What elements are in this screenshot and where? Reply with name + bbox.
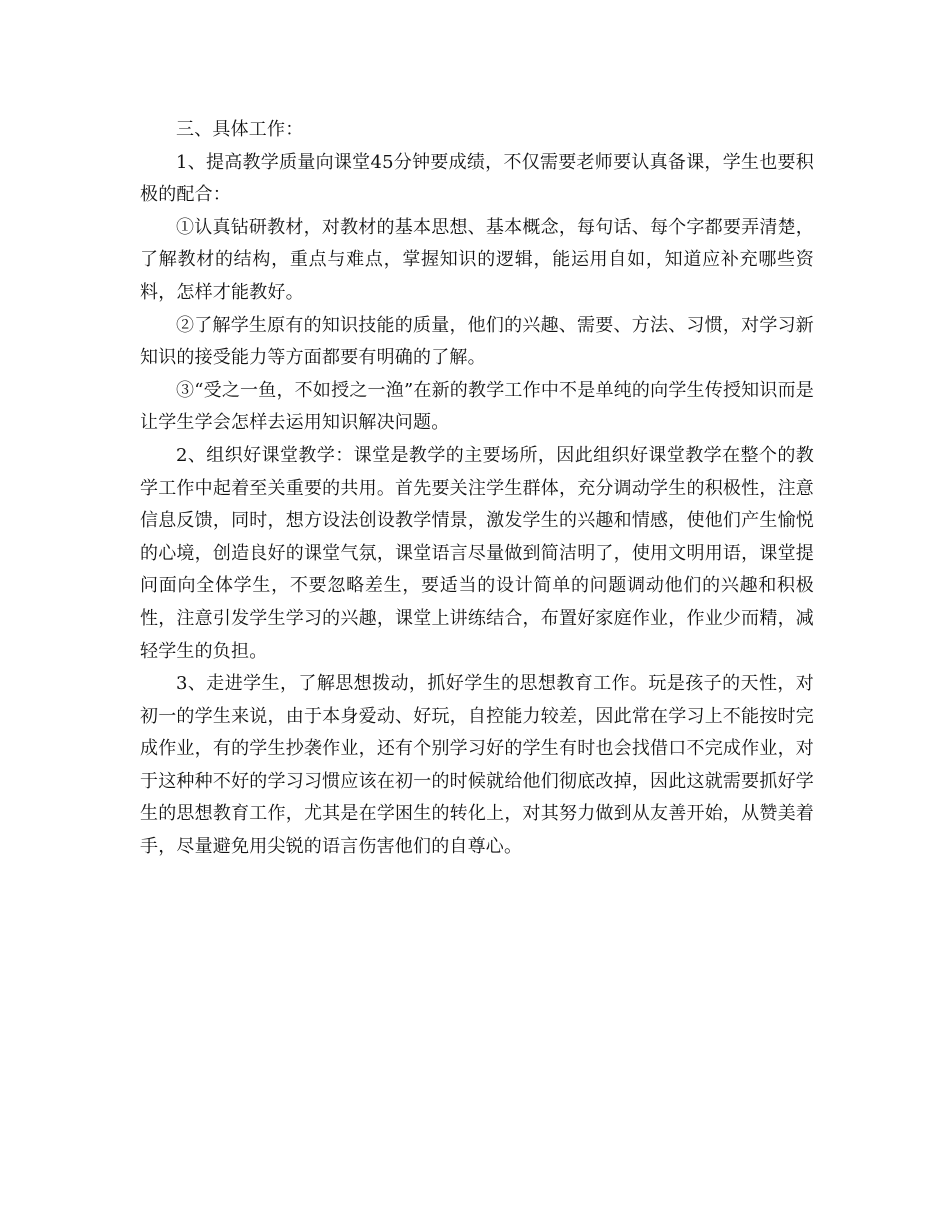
section-heading: 三、具体工作：: [176, 119, 304, 140]
document-body: [140, 114, 814, 864]
paragraph-subitem-3: ③“受之一鱼，不如授之一渔”在新的教学工作中不是单纯的向学生传授知识而是让学生学会怎样去运用知识解决问题。: [140, 379, 814, 434]
paragraph-item-1: 1、提高教学质量向课堂45分钟要成绩，不仅需要老师要认真备课，学生也要积极的配合：: [140, 151, 814, 206]
paragraph-item-3: 3、走进学生，了解思想拨动，抓好学生的思想教育工作。玩是孩子的天性，对初一的学生来说，由于本身爱动、好玩，自控能力较差，因此常在学习上不能按时完成作业，有的学生抄袭作业，还有个别学习好的学生有时也会找借口不完成作业，对于这种种不好的学习习惯应该在初一的时候就给他们彻底改掉，因此这就需要抓好学生的思想教育工作，尤其是在学困生的转化上，对其努力做到从友善开始，从赞美着手，尽量避免用尖锐的语言伤害他们的自尊心。: [140, 673, 814, 858]
paragraph-subitem-2: ②了解学生原有的知识技能的质量，他们的兴趣、需要、方法、习惯，对学习新知识的接受能力等方面都要有明确的了解。: [140, 314, 814, 369]
paragraph-subitem-1: ①认真钻研教材，对教材的基本思想、基本概念，每句话、每个字都要弄清楚，了解教材的结构，重点与难点，掌握知识的逻辑，能运用自如，知道应补充哪些资料，怎样才能教好。: [140, 216, 814, 303]
paragraph-item-2: 2、组织好课堂教学：课堂是教学的主要场所，因此组织好课堂教学在整个的教学工作中起着至关重要的共用。首先要关注学生群体，充分调动学生的积极性，注意信息反馈，同时，想方设法创设教学情景，激发学生的兴趣和情感，使他们产生愉悦的心境，创造良好的课堂气氛，课堂语言尽量做到简洁明了，使用文明用语，课堂提问面向全体学生，不要忽略差生，要适当的设计简单的问题调动他们的兴趣和积极性，注意引发学生学习的兴趣，课堂上讲练结合，布置好家庭作业，作业少而精，减轻学生的负担。: [140, 444, 814, 662]
